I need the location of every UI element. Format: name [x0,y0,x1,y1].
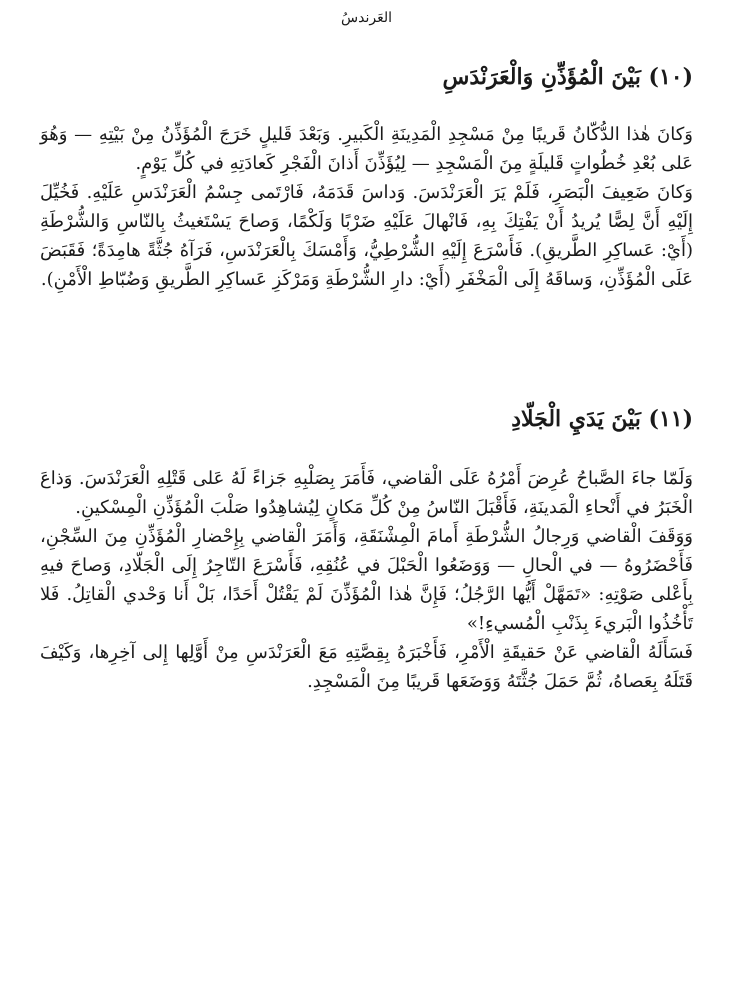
paragraph: وَلَمّا جاءَ الصَّباحُ عُرِضَ أَمْرُهُ عَلَى الْقاضي، فَأَمَرَ بِصَلْبِهِ جَزاءً لَهُ عَلى قَتْلِهِ الْعَرَنْدَسَ. وَذاعَ الْخَبَرُ في أَنْحاءِ الْمَدينَةِ، فَأَقْبَلَ النّاسُ مِنْ كُلِّ مَكانٍ لِيُشاهِدُوا صَلْبَ الْمُؤَذِّنِ الْمِسْكينِ. [40,468,694,518]
section-body-11 [40,464,693,696]
section-heading-11: (١١) بَيْنَ يَدَيِ الْجَلّادِ [511,406,693,432]
running-header: العَرندسُ [341,10,392,26]
section-heading-10: (١٠) بَيْنَ الْمُؤَذِّنِ وَالْعَرَنْدَسِ [442,64,693,90]
paragraph: وَكانَ هٰذا الدُّكّانُ قَريبًا مِنْ مَسْجِدِ الْمَدِينَةِ الْكَبيرِ. وَبَعْدَ قَليلٍ خَرَجَ الْمُؤَذِّنُ مِنْ بَيْتِهِ — وَهُوَ عَلى بُعْدِ خُطُواتٍ قَليلَةٍ مِنَ الْمَسْجِدِ — لِيُؤَذِّنَ أَذانَ الْفَجْرِ كَعادَتِهِ في كُلِّ يَوْمٍ. [40,124,693,174]
paragraph: فَسَأَلَهُ الْقاضي عَنْ حَقيقَةِ الْأَمْرِ، فَأَخْبَرَهُ بِقِصَّتِهِ مَعَ الْعَرَنْدَسِ مِنْ أَوَّلِها إِلى آخِرِها، وَكَيْفَ قَتَلَهُ بِعَصاهُ، ثُمَّ حَمَلَ جُثَّتَهُ وَوَضَعَها قَريبًا مِنَ الْمَسْجِدِ. [40,642,693,692]
section-body-10 [40,120,693,294]
paragraph: وَكانَ ضَعِيفَ الْبَصَرِ، فَلَمْ يَرَ الْعَرَنْدَسَ. وَداسَ قَدَمَهُ، فَارْتَمى جِسْمُ الْعَرَنْدَسِ عَلَيْهِ. فَخُيِّلَ إِلَيْهِ أَنَّ لِصًّا يُريدُ أَنْ يَفْتِكَ بِهِ، فَانْهالَ عَلَيْهِ ضَرْبًا وَلَكْمًا، وَصاحَ يَسْتَغيثُ بِالنّاسِ وَالشُّرْطَةِ (أَيْ: عَساكِرِ الطَّريقِ). فَأَسْرَعَ إِلَيْهِ الشُّرْطِيُّ، وَأَمْسَكَ بِالْعَرَنْدَسِ، فَرَآهُ جُثَّةً هامِدَةً؛ فَقَبَضَ عَلَى الْمُؤَذِّنِ، وَساقَهُ إِلَى الْمَخْفَرِ (أَيْ: دارِ الشُّرْطَةِ وَمَرْكَزِ عَساكِرِ الطَّريقِ وَضُبّاطِ الْأَمْنِ). [40,182,693,290]
paragraph: وَوَقَفَ الْقاضي وَرِجالُ الشُّرْطَةِ أَمامَ الْمِشْنَقَةِ، وَأَمَرَ الْقاضي بِإِحْضارِ الْمُؤَذِّنِ مِنَ السِّجْنِ، فَأَحْضَرُوهُ — في الْحالِ — وَوَضَعُوا الْحَبْلَ في عُنُقِهِ، فَأَسْرَعَ التّاجِرُ إِلَى الْجَلّادِ، وَصاحَ فيهِ بِأَعْلى صَوْتِهِ: «تَمَهَّلْ أَيُّها الرَّجُلُ؛ فَإِنَّ هٰذا الْمُؤَذِّنَ لَمْ يَقْتُلْ أَحَدًا، بَلْ أَنا وَحْدي الْقاتِلُ. فَلا تَأْخُذُوا الْبَريءَ بِذَنْبِ الْمُسيءِ!» [40,526,693,634]
